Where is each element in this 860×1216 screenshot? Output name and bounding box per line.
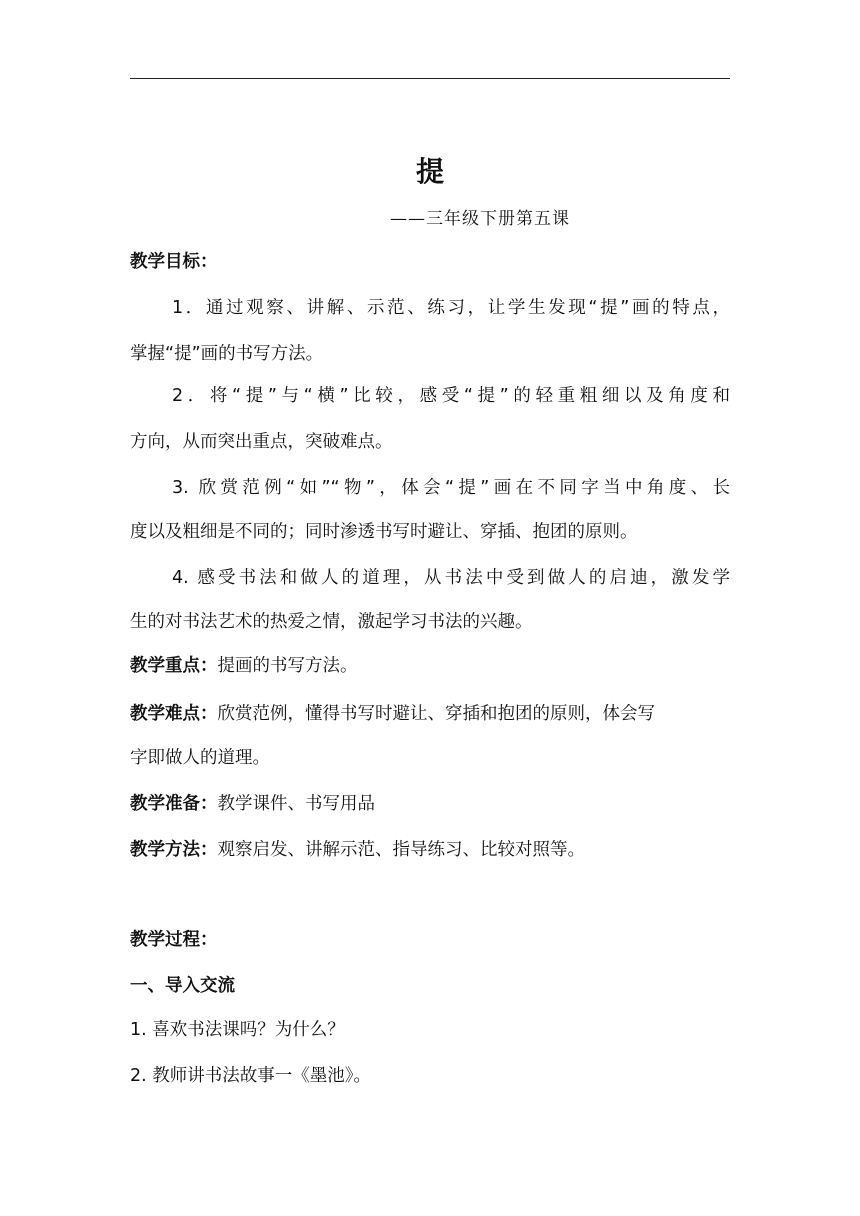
page-title: 提 [415,155,444,188]
preparation-label: 教学准备： [130,794,218,814]
objective-1-line-1: 1．通过观察、讲解、示范、练习，让学生发现“提”画的特点， [172,298,730,318]
methods-row [130,838,730,862]
preparation-row [130,792,730,816]
process-step-1: 1. 喜欢书法课吗？为什么？ [130,1020,345,1040]
header-rule [130,78,730,79]
page-subtitle: ——三年级下册第五课 [390,209,570,229]
key-point-text: 提画的书写方法。 [217,656,358,676]
key-point-label: 教学重点： [130,656,218,676]
difficulty-line-2: 字即做人的道理。 [130,748,270,768]
difficulty-text: 欣赏范例，懂得书写时避让、穿插和抱团的原则，体会写 [217,704,655,724]
process-step-2: 2. 教师讲书法故事一《墨池》。 [130,1066,372,1086]
methods-text: 观察启发、讲解示范、指导练习、比较对照等。 [217,840,585,860]
section-1-heading: 一、导入交流 [130,976,235,996]
methods-label: 教学方法： [130,840,218,860]
objective-3-line-1: 3. 欣赏范例“如”“物”，体会“提”画在不同字当中角度、长 [172,478,730,498]
objective-3-line-2: 度以及粗细是不同的；同时渗透书写时避让、穿插、抱团的原则。 [130,522,638,542]
key-point-row [130,654,730,678]
preparation-text: 教学课件、书写用品 [217,794,375,814]
objective-2-line-2: 方向，从而突出重点，突破难点。 [130,432,393,452]
objective-4-line-2: 生的对书法艺术的热爱之情，激起学习书法的兴趣。 [130,612,533,632]
objective-4-line-1: 4. 感受书法和做人的道理，从书法中受到做人的启迪，激发学 [172,568,730,588]
difficulty-row [130,702,730,726]
objective-1-line-2: 掌握“提”画的书写方法。 [130,344,324,364]
objective-2-line-1: 2．将“提”与“横”比较，感受“提”的轻重粗细以及角度和 [172,386,730,406]
process-heading: 教学过程： [130,930,218,950]
difficulty-label: 教学难点： [130,704,218,724]
objectives-heading: 教学目标： [130,252,218,272]
